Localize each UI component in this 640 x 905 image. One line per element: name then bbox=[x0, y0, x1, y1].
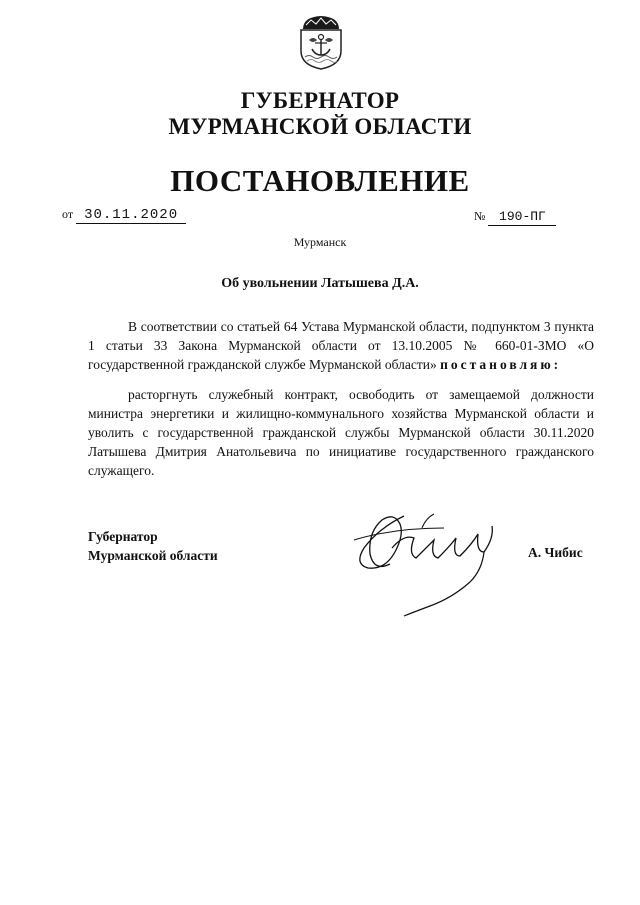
date-prefix: от bbox=[62, 207, 74, 221]
decree-word: постановляю: bbox=[440, 357, 562, 372]
document-number: 190-ПГ bbox=[488, 209, 556, 226]
signature-image bbox=[334, 498, 524, 618]
city: Мурманск bbox=[293, 235, 347, 249]
document-subject: Об увольнении Латышева Д.А. bbox=[221, 276, 419, 291]
preamble-text: В соответствии со статьей 64 Устава Мурманской области, подпунктом 3 пункта 1 статьи 33 Закона Мурманской области от 13.10.2005 № 660-01-ЗМО «О государственной гражданской службе Мурманской области» bbox=[88, 319, 594, 372]
coat-of-arms-icon bbox=[297, 13, 345, 71]
document-date: 30.11.2020 bbox=[76, 207, 186, 224]
signatory-position-line1: Губернатор bbox=[88, 529, 158, 544]
org-title-line2: МУРМАНСКОЙ ОБЛАСТИ bbox=[168, 114, 472, 139]
decision-paragraph bbox=[88, 385, 594, 480]
number-prefix: № bbox=[474, 209, 486, 223]
org-title-line1: ГУБЕРНАТОР bbox=[240, 88, 400, 113]
decision-text: расторгнуть служебный контракт, освободить от замещаемой должности министра энергетики и жилищно-коммунального хозяйства Мурманской области и уволить с государственной гражданской службы Мурманской области 30.11.2020 Латышева Дмитрия Анатольевича по инициативе государственного гражданского служащего. bbox=[88, 387, 594, 478]
signatory-name: А. Чибис bbox=[528, 545, 583, 560]
signatory-position bbox=[88, 527, 218, 565]
number-row bbox=[474, 209, 556, 226]
signatory-position-line2: Мурманской области bbox=[88, 548, 218, 563]
date-row bbox=[62, 207, 186, 224]
document-type: ПОСТАНОВЛЕНИЕ bbox=[170, 163, 470, 198]
preamble-paragraph bbox=[88, 317, 594, 374]
